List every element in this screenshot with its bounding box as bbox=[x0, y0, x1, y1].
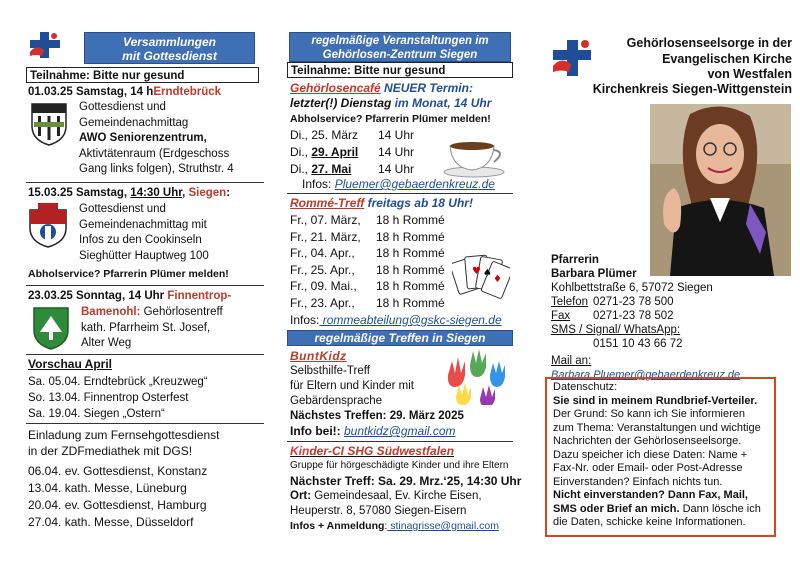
divider bbox=[26, 285, 264, 286]
privacy-text7: Dann lösche ich bbox=[679, 502, 761, 515]
privacy-text6: Einverstanden? Einfach nichts tun. bbox=[553, 475, 723, 488]
cafe-date: Di., bbox=[290, 162, 312, 176]
event3-place2: Bamenohl: bbox=[81, 306, 141, 318]
romme-row bbox=[290, 278, 445, 295]
privacy-text5: Fax-Nr. oder Email- oder Post-Adresse bbox=[553, 462, 743, 474]
event2-time: 14:30 Uhr bbox=[130, 187, 183, 199]
event2-place: Siegen bbox=[188, 187, 227, 199]
middle-participation: Teilnahme: Bitte nur gesund bbox=[287, 62, 513, 78]
buntkidz-text1: Selbsthilfe-Treff bbox=[290, 365, 370, 377]
tv-line1: Einladung zum Fernsehgottesdienst bbox=[28, 428, 220, 442]
buntkidz-info-label: Info bei!: bbox=[290, 424, 344, 438]
colorful-hands-image bbox=[440, 345, 512, 405]
privacy-text2: zum Thema: Veranstaltungen und wichtige bbox=[553, 421, 761, 434]
left-title-bar bbox=[84, 32, 255, 64]
cafe-date-row bbox=[290, 161, 414, 178]
kinder-ci-title-b: der-CI SHG Südwestfalen bbox=[309, 444, 455, 458]
tv-item: 13.04. kath. Messe, Lüneburg bbox=[28, 481, 187, 495]
romme-time: 18 h Rommé bbox=[376, 229, 445, 244]
romme-title: Rommé-Treff bbox=[290, 196, 365, 210]
preview-item: Sa. 19.04. Siegen „Ostern“ bbox=[28, 408, 165, 420]
cafe-date: Di., 25. März bbox=[290, 128, 359, 142]
phone-label: Telefon bbox=[551, 296, 589, 308]
romme-sub: freitags ab 18 Uhr! bbox=[364, 196, 473, 210]
event2-sep: , bbox=[182, 187, 189, 199]
left-title-line1: Versammlungen bbox=[123, 35, 216, 49]
cafe-info bbox=[302, 177, 495, 192]
event3-text2: kath. Pfarrheim St. Josef, bbox=[81, 321, 211, 334]
romme-time: 18 h Rommé bbox=[376, 262, 445, 277]
preview-title: Vorschau April bbox=[28, 357, 113, 371]
preview-list bbox=[28, 374, 208, 422]
romme-date: Fr., 21. März, bbox=[290, 229, 361, 244]
buntkidz-next: Nächstes Treffen: 29. März 2025 bbox=[290, 410, 464, 422]
romme-info-label: Infos: bbox=[290, 313, 320, 327]
privacy-bold3: SMS oder Brief an mich. bbox=[553, 502, 680, 515]
mail-label: Mail an: bbox=[551, 355, 592, 367]
svg-text:♠: ♠ bbox=[483, 268, 492, 279]
cafe-line2 bbox=[290, 96, 491, 111]
cafe-line2a: letzter(!) Dienstag bbox=[290, 96, 392, 110]
cafe-date-highlight: 29. April bbox=[311, 145, 359, 159]
tv-item: 06.04. ev. Gottesdienst, Konstanz bbox=[28, 464, 208, 478]
romme-date: Fr., 25. Apr., bbox=[290, 262, 355, 277]
cafe-dates bbox=[290, 127, 414, 178]
romme-time: 18 h Rommé bbox=[376, 279, 445, 293]
tv-list bbox=[28, 463, 207, 531]
divider bbox=[287, 193, 513, 194]
tv-intro bbox=[28, 427, 219, 459]
privacy-bold1: Sie sind in meinem Rundbrief-Verteiler. bbox=[553, 394, 758, 407]
finnentrop-coat-of-arms bbox=[32, 306, 70, 350]
buntkidz-text3: Gebärdensprache bbox=[290, 395, 383, 407]
cafe-line2b: im Monat, 14 Uhr bbox=[391, 96, 492, 110]
cafe-date: Di., bbox=[290, 145, 312, 159]
kinder-ci-place-label: Ort: bbox=[290, 490, 312, 502]
org-line2: Evangelischen Kirche bbox=[662, 51, 792, 66]
siegen-coat-of-arms bbox=[28, 202, 68, 248]
romme-date: Fr., 23. Apr., bbox=[290, 295, 355, 310]
pastor-role: Pfarrerin bbox=[551, 254, 599, 266]
cafe-new: NEUER Termin: bbox=[380, 81, 473, 95]
divider bbox=[26, 354, 264, 355]
buntkidz-info bbox=[290, 424, 456, 439]
svg-text:♦: ♦ bbox=[493, 274, 502, 285]
event2-date: 15.03.25 Samstag, bbox=[28, 187, 131, 199]
kinder-ci-place2: Heuperstr. 8, 57080 Siegen-Eisern bbox=[290, 505, 467, 517]
event1-text1: Gottesdienst und bbox=[79, 101, 166, 113]
tv-item: 20.04. ev. Gottesdienst, Hamburg bbox=[28, 498, 207, 512]
meet-title-bar: regelmäßige Treffen in Siegen bbox=[287, 330, 513, 346]
preview-item: So. 13.04. Finnentrop Osterfest bbox=[28, 392, 189, 404]
romme-row bbox=[290, 262, 445, 279]
svg-text:♥: ♥ bbox=[472, 266, 481, 277]
address: Kohlbettstraße 6, 57072 Siegen bbox=[551, 282, 713, 294]
coffee-cup-icon bbox=[442, 134, 510, 178]
event3-date: 23.03.25 Sonntag, 14 Uhr bbox=[28, 290, 168, 302]
org-line4: Kirchenkreis Siegen-Wittgenstein bbox=[592, 82, 792, 96]
cafe-date-row bbox=[290, 127, 414, 144]
contact-block bbox=[551, 281, 796, 382]
romme-time: 18 h Rommé bbox=[376, 246, 445, 260]
privacy-bold2: Nicht einverstanden? Dann Fax, Mail, bbox=[553, 489, 748, 501]
event2-colon: : bbox=[226, 187, 231, 199]
privacy-title: Datenschutz: bbox=[553, 381, 618, 393]
event1-text2: Gemeindenachmittag bbox=[79, 116, 189, 129]
erndtebrueck-coat-of-arms bbox=[30, 100, 68, 146]
divider bbox=[26, 182, 264, 183]
privacy-text1: Der Grund: So kann ich Sie informieren bbox=[553, 408, 745, 420]
kinder-ci-next: Nächster Treff: Sa. 29. Mrz.‘25, 14:30 Uhr bbox=[290, 474, 522, 488]
buntkidz-text2: für Eltern und Kinder mit bbox=[290, 380, 415, 392]
kinder-ci-place bbox=[290, 489, 482, 519]
fax-number: 0271-23 78 502 bbox=[593, 310, 674, 322]
privacy-text8: die Daten, schicke keine Informationen. bbox=[553, 516, 746, 528]
preview-item: Sa. 05.04. Erndtebrück „Kreuzweg“ bbox=[28, 376, 208, 388]
cafe-time: 14 Uhr bbox=[378, 145, 415, 159]
cafe-info-label: Infos: bbox=[302, 177, 335, 191]
playing-cards-icon bbox=[452, 252, 510, 302]
divider bbox=[26, 423, 264, 424]
mobile-number[interactable]: 0151 10 43 66 72 bbox=[593, 338, 683, 350]
sms-label: SMS / Signal/ WhatsApp: bbox=[551, 324, 681, 336]
left-title-line2: mit Gottesdienst bbox=[122, 49, 217, 63]
event2-text bbox=[79, 202, 269, 264]
event1-date-line bbox=[28, 85, 221, 99]
cafe-pickup: Abholservice? Pfarrerin Plümer melden! bbox=[290, 113, 491, 125]
romme-date: Fr., 04. Apr., bbox=[290, 246, 355, 260]
romme-title-line bbox=[290, 196, 473, 211]
kinder-ci-title bbox=[290, 444, 454, 459]
middle-title-line1: regelmäßige Veranstaltungen im bbox=[311, 35, 489, 47]
cafe-time: 14 Uhr bbox=[378, 162, 415, 176]
event2-pickup: Abholservice? Pfarrerin Plümer melden! bbox=[28, 268, 229, 280]
privacy-text3: Nachrichten der Gehörlosenseelsorge. bbox=[553, 435, 742, 447]
cafe-date-row bbox=[290, 144, 414, 161]
event3-date-line bbox=[28, 289, 231, 303]
gebaerdenkreuz-logo bbox=[551, 38, 593, 78]
org-line1: Gehörlosenseelsorge in der bbox=[626, 36, 792, 50]
kinder-ci-info-label: Infos + Anmeldung bbox=[290, 520, 385, 532]
cafe-time: 14 Uhr bbox=[378, 128, 415, 142]
kinder-ci-info-colon: : bbox=[384, 520, 388, 532]
romme-time: 18 h Rommé bbox=[376, 213, 445, 227]
event1-text3: AWO Seniorenzentrum, bbox=[79, 132, 207, 144]
kinder-ci-sub: Gruppe für hörgeschädigte Kinder und ihre Eltern bbox=[290, 460, 509, 471]
cafe-info-mail-link[interactable]: Pluemer@gebaerdenkreuz.de bbox=[334, 177, 495, 191]
event1-date: 01.03.25 Samstag, 14 h bbox=[28, 86, 154, 98]
buntkidz-text bbox=[290, 364, 414, 409]
event1-place: Erndtebrück bbox=[153, 86, 222, 98]
fax-label: Fax bbox=[551, 310, 571, 322]
romme-row bbox=[290, 229, 445, 246]
middle-title-line2: Gehörlosen-Zentrum Siegen bbox=[322, 49, 478, 61]
kinder-ci-info bbox=[290, 520, 499, 533]
tv-line2: in der ZDFmediathek mit DGS! bbox=[28, 444, 193, 458]
cafe-date-highlight: 27. Mai bbox=[311, 162, 352, 176]
pastor-portrait-photo bbox=[650, 104, 791, 276]
left-column bbox=[0, 0, 270, 566]
event1-text5: Gang links folgen), Struthstr. 4 bbox=[79, 163, 234, 175]
cafe-title: Gehörlosencafé bbox=[290, 81, 381, 95]
event2-text3: Infos zu den Cookinseln bbox=[79, 234, 202, 246]
romme-date: Fr., 09. Mai., bbox=[290, 279, 357, 293]
event3-place1: Finnentrop- bbox=[167, 290, 232, 302]
privacy-box bbox=[545, 377, 776, 537]
romme-date: Fr., 07. März, bbox=[290, 213, 361, 227]
buntkidz-title: BuntKidz bbox=[290, 349, 347, 363]
mail-link[interactable]: Barbara.Pluemer@gebaerdenkreuz.de bbox=[551, 369, 741, 381]
event1-text bbox=[79, 100, 269, 178]
right-column bbox=[540, 0, 800, 566]
org-line3: von Westfalen bbox=[707, 67, 792, 81]
phone-number[interactable]: 0271-23 78 500 bbox=[593, 296, 674, 308]
event2-text4: Sieghütter Hauptweg 100 bbox=[79, 249, 209, 262]
kinder-ci-info-mail-link[interactable]: stinagrisse@gmail.com bbox=[387, 520, 499, 532]
romme-row bbox=[290, 212, 445, 229]
org-heading bbox=[596, 36, 792, 83]
kinder-ci-title-a: Kin bbox=[290, 444, 310, 458]
middle-title-bar bbox=[289, 32, 511, 62]
divider bbox=[287, 441, 513, 442]
privacy-text4: Dazu speicher ich diese Daten: Name + bbox=[553, 448, 748, 461]
pastor-name: Barbara Plümer bbox=[551, 268, 637, 280]
event2-text1: Gottesdienst und bbox=[79, 203, 166, 215]
romme-dates bbox=[290, 212, 445, 311]
buntkidz-info-mail-link[interactable]: buntkidz@gmail.com bbox=[344, 424, 456, 438]
tv-item: 27.04. kath. Messe, Düsseldorf bbox=[28, 515, 194, 529]
event1-text4: Aktivtätenraum (Erdgeschoss bbox=[79, 147, 230, 160]
cafe-title-line bbox=[290, 81, 473, 96]
middle-column bbox=[270, 0, 540, 566]
left-participation: Teilnahme: Bitte nur gesund bbox=[26, 67, 259, 83]
romme-time: 18 h Rommé bbox=[376, 295, 445, 310]
event2-date-line bbox=[28, 186, 230, 200]
romme-info-mail-link[interactable]: rommeabteilung@gskc-siegen.de bbox=[319, 313, 502, 327]
event3-text3: Alter Weg bbox=[81, 337, 132, 349]
gebaerdenkreuz-logo bbox=[28, 30, 62, 60]
romme-info bbox=[290, 313, 502, 328]
event2-text2: Gemeindenachmittag mit bbox=[79, 218, 207, 231]
romme-row bbox=[290, 245, 445, 262]
event3-text bbox=[81, 305, 271, 352]
event3-text1: Gehörlosentreff bbox=[140, 306, 223, 318]
romme-row bbox=[290, 295, 445, 312]
kinder-ci-place1: Gemeindesaal, Ev. Kirche Eisen, bbox=[311, 490, 482, 502]
